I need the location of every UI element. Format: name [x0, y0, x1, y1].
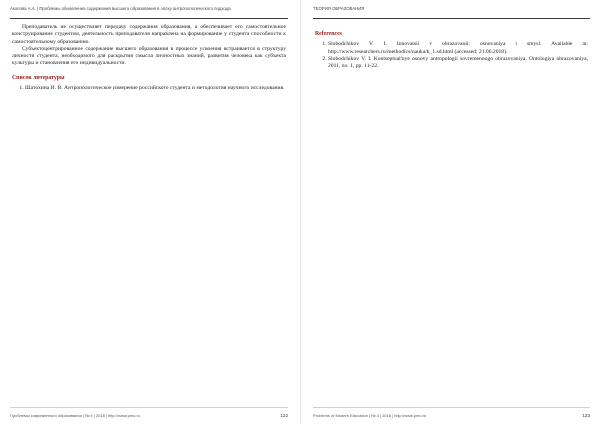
page-number-left: 122 [280, 413, 288, 418]
header-rule-left [10, 18, 288, 19]
reference-item: 2. Slobodchikov V. I. Kontseptual'nye osnovy antropologii sovremennogo obrazovaniya. Ontologiya obrazovaniya, 2011, no. 1, pp. 11-22. [328, 56, 588, 71]
running-header-left: Акопова А.А. | Проблемы обновления содержания высшего образования в эпоху антропологического подхода [10, 6, 231, 11]
references-title-en: References [315, 31, 342, 37]
left-page-body [12, 24, 286, 402]
right-page-body [315, 24, 588, 402]
references-title-ru: Список литературы [12, 74, 65, 81]
running-footer-right: Problems of Modern Education | № 4 | 2018 | http://www.pmo.ru [313, 413, 427, 418]
body-paragraph-2: Субъектоцентрированное содержание высшего образования в процессе усвоения встраивается в структуру личности студента, необходимого для раскрытия смысла личностных знаний, развития человека как субъекта культуры и становления его индивидуальности. [12, 45, 286, 67]
page-number-right: 123 [582, 413, 590, 418]
right-page [300, 0, 600, 424]
reference-item: 1. Slobodchikov V. I. Innovatsii v obrazovanii: osnovaniya i smysl. Available at: http://www.researchers.ru/methodics/nauka/k_1.sd.html (accessed: 21.06.2018). [328, 41, 588, 56]
reference-list-ru [12, 85, 286, 92]
reference-item: 1. Шатохина И. В. Антропологическое измерение российского студента и методология научного исследования. [25, 85, 286, 92]
body-paragraph-1: Преподаватель не осуществляет передачу содержания образования, а обеспечивает его самостоятельное конструирование студентом, деятельность преподавателя направлена на формирование у студента способности к самостоятельному образованию. [12, 24, 286, 45]
footer-rule-right [313, 407, 590, 408]
running-header-right: ТЕОРИЯ ОБРАЗОВАНИЯ [313, 6, 365, 11]
header-rule-right [313, 18, 590, 19]
running-footer-left: Проблемы современного образования | № 4 | 2018 | http://www.pmo.ru [10, 413, 141, 418]
footer-rule-left [10, 407, 288, 408]
reference-list-en [315, 41, 588, 70]
